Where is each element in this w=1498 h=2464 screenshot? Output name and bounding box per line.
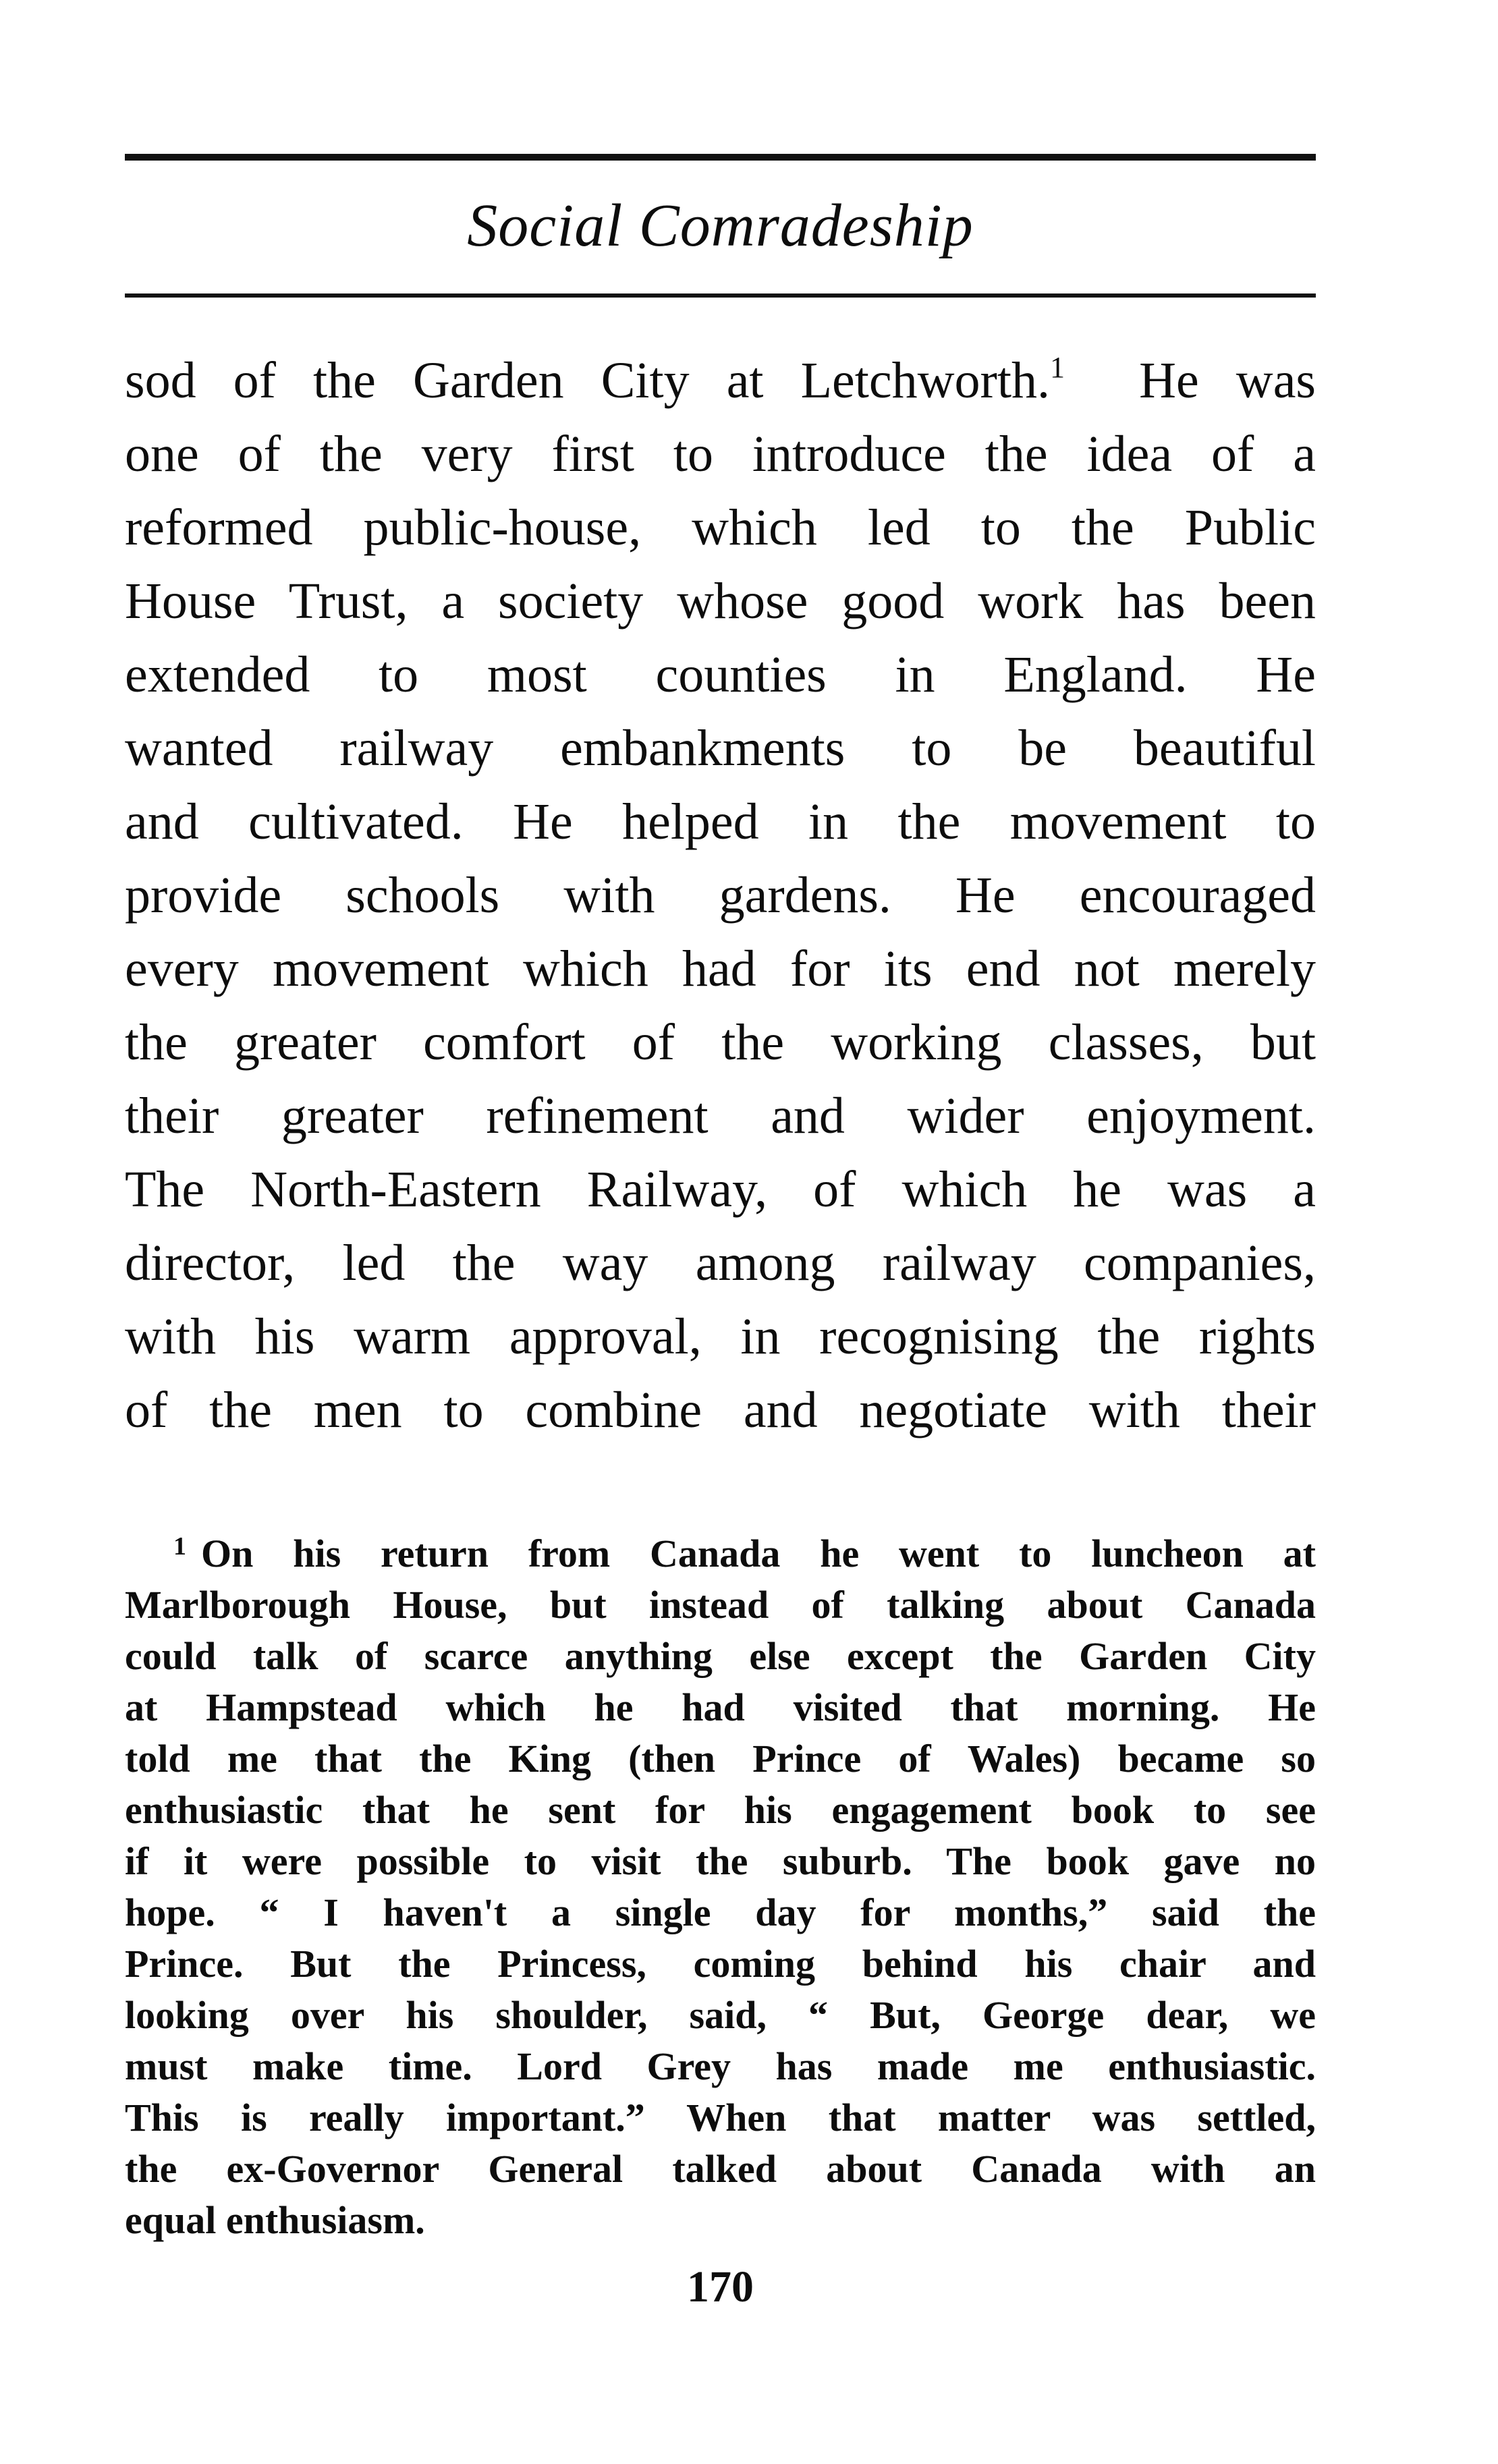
footnote-line: told me that the King (then Prince of Wales) became so bbox=[125, 1737, 1316, 1781]
footnote-line bbox=[125, 1528, 1316, 1579]
body-line: one of the very first to introduce the idea of a bbox=[125, 426, 1316, 482]
footnote-line: the ex-Governor General talked about Canada with an bbox=[125, 2147, 1316, 2191]
body-line-tail: He was bbox=[1139, 352, 1316, 409]
footnote bbox=[125, 1528, 1316, 2246]
page-number: 170 bbox=[687, 2262, 754, 2312]
body-line: wanted railway embankments to be beautiful bbox=[125, 720, 1316, 777]
body-line: provide schools with gardens. He encouraged bbox=[125, 867, 1316, 924]
footnote-line: enthusiastic that he sent for his engagement book to see bbox=[125, 1788, 1316, 1832]
footnote-mark: 1 bbox=[173, 1532, 186, 1561]
footnote-line: must make time. Lord Grey has made me enthusiastic. bbox=[125, 2044, 1316, 2088]
footnote-line: Prince. But the Princess, coming behind his chair and bbox=[125, 1942, 1316, 1986]
footnote-line: This is really important.” When that matter was settled, bbox=[125, 2096, 1316, 2139]
header-rule-bottom bbox=[125, 293, 1316, 298]
body-text bbox=[125, 344, 1316, 1447]
footnote-line-text: On his return from Canada he went to luncheon at bbox=[201, 1532, 1316, 1575]
body-line: the greater comfort of the working classes, but bbox=[125, 1014, 1316, 1071]
body-line: extended to most counties in England. He bbox=[125, 646, 1316, 703]
body-line: of the men to combine and negotiate with their bbox=[125, 1382, 1316, 1438]
footnote-line: equal enthusiasm. bbox=[125, 2198, 425, 2242]
footnote-line: at Hampstead which he had visited that morning. He bbox=[125, 1685, 1316, 1729]
body-line: and cultivated. He helped in the movement to bbox=[125, 793, 1316, 850]
body-line bbox=[125, 344, 1316, 418]
body-line: their greater refinement and wider enjoyment. bbox=[125, 1088, 1316, 1144]
footnote-line: hope. “ I haven't a single day for months,” said the bbox=[125, 1891, 1316, 1934]
header-rule-top bbox=[125, 154, 1316, 161]
body-line: director, led the way among railway companies, bbox=[125, 1235, 1316, 1291]
running-head: Social Comradeship bbox=[467, 192, 974, 259]
footnote-reference: 1 bbox=[1049, 351, 1065, 384]
footnote-line: if it were possible to visit the suburb. The book gave no bbox=[125, 1839, 1316, 1883]
body-line: House Trust, a society whose good work has been bbox=[125, 573, 1316, 629]
footnote-line: could talk of scarce anything else except the Garden City bbox=[125, 1634, 1316, 1678]
body-line-text: sod of the Garden City at Letchworth. bbox=[125, 352, 1050, 409]
footnote-line: Marlborough House, but instead of talking about Canada bbox=[125, 1583, 1316, 1627]
footnote-line: looking over his shoulder, said, “ But, George dear, we bbox=[125, 1993, 1316, 2037]
body-line: reformed public-house, which led to the Public bbox=[125, 499, 1316, 556]
body-line: with his warm approval, in recognising the rights bbox=[125, 1308, 1316, 1365]
body-line: The North-Eastern Railway, of which he was a bbox=[125, 1161, 1316, 1218]
body-line: every movement which had for its end not merely bbox=[125, 941, 1316, 997]
